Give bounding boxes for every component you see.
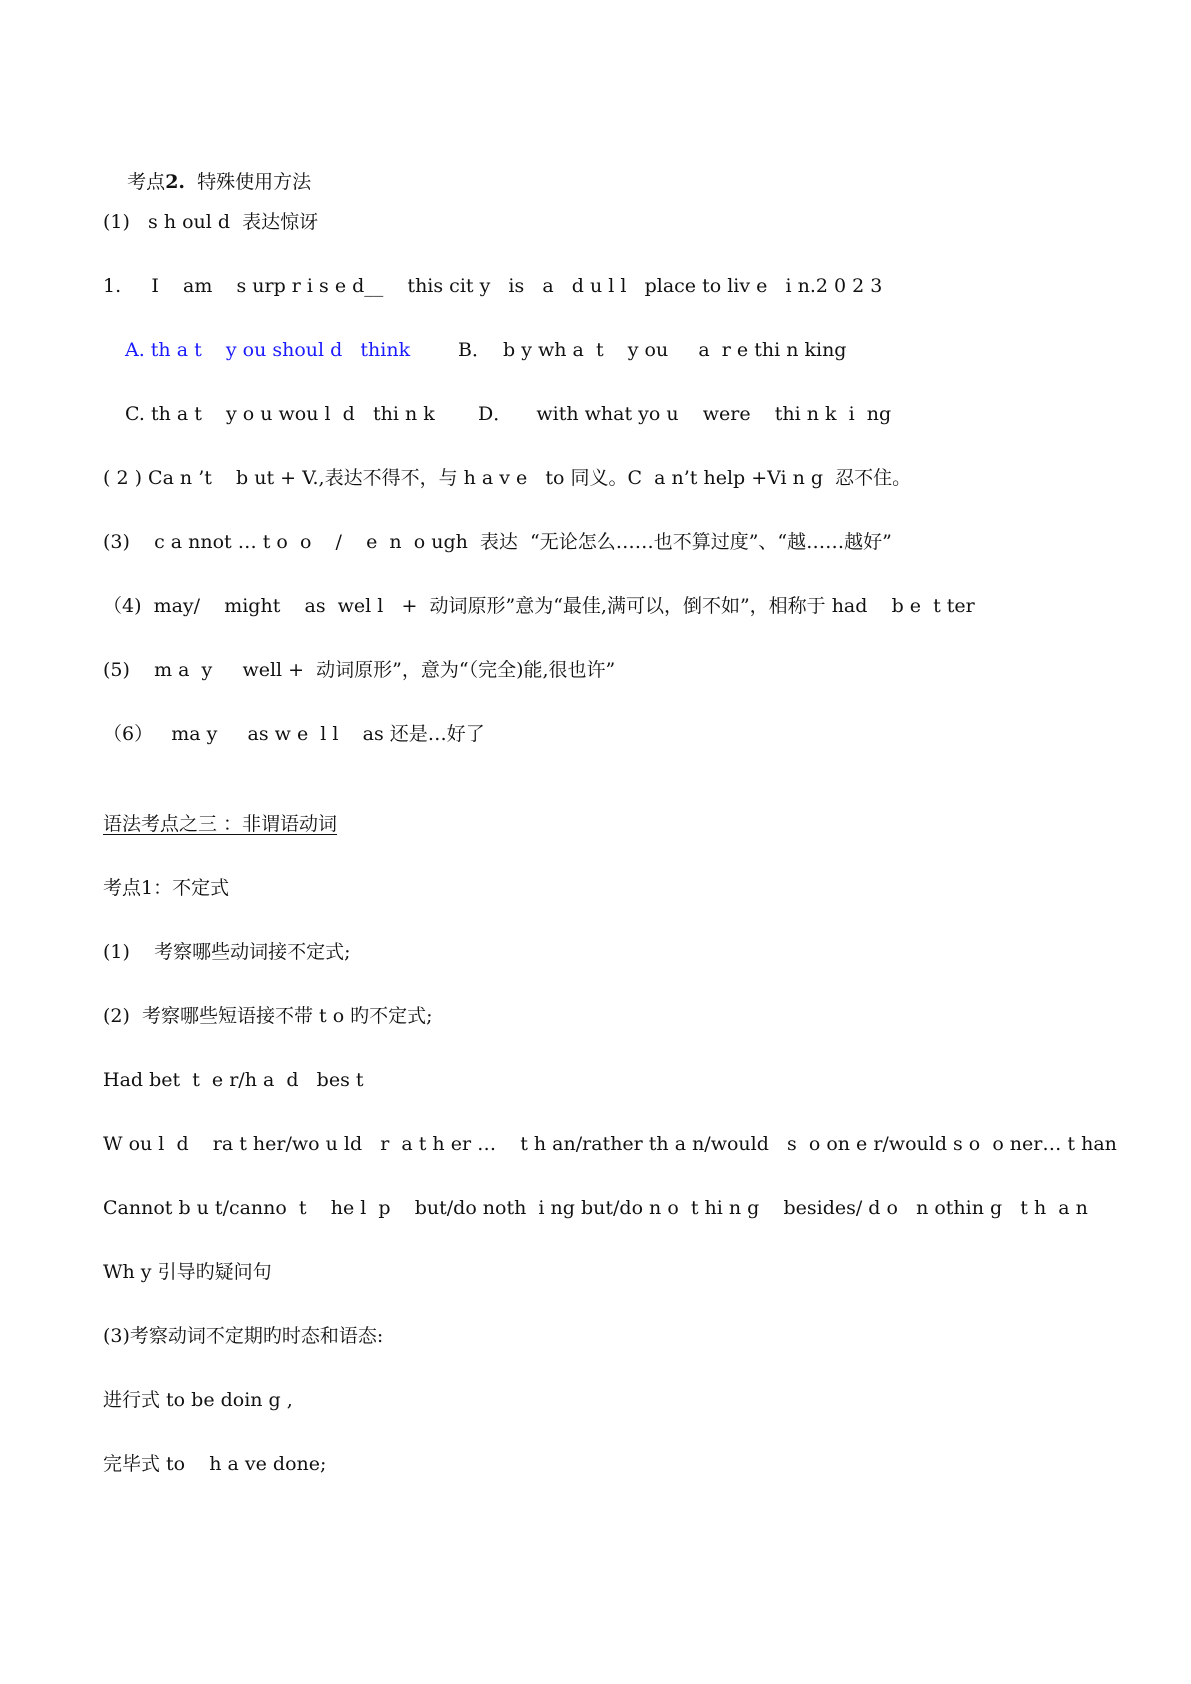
perfect-form: 完毕式 to h a ve done;	[103, 1453, 327, 1475]
option-d: D． with what yo u were thi n k i ng	[478, 403, 892, 425]
heading-title: 特殊使用方法	[185, 171, 312, 193]
option-c: C. th a t y o u wou l d thi n k	[125, 403, 435, 425]
point-3: (3) c a nnot … t o o / e n o ugh 表达 “无论怎么……也不算过度”、“越……越好”	[103, 531, 892, 553]
question-1: 1. I am s urp r i s e d__ this cit y is a d u l l place to liv e i n.2 0 2 3	[103, 275, 883, 297]
option-a-correct: A. th a t y ou shoul d think	[125, 339, 411, 361]
option-b: B． b y wh a t y ou a r e thi n king	[458, 339, 847, 361]
point-2: ( 2 ) Ca n ’t b ut + V.,表达不得不，与 h a v e to 同义。C a n’t help +Vi n g 忍不住。	[103, 467, 912, 489]
phrase-cannot-but: Cannot b u t/canno t he l p but/do noth i ng but/do n o t hi n g besides/ d o n othin g t h a n	[103, 1197, 1088, 1219]
phrase-would-rather: W ou l d ra t her/wo u ld r a t h er … t h an/rather th a n/would s o on e r/would s o o ner… t han	[103, 1133, 1117, 1155]
progressive-form: 进行式 to be doin g ,	[103, 1389, 293, 1411]
section-heading	[103, 146, 311, 218]
phrase-had-better: Had bet t e r/h a d bes t	[103, 1069, 364, 1091]
item-1: (1) 考察哪些动词接不定式;	[103, 941, 351, 963]
grammar-section-title: 语法考点之三 ：非谓语动词	[103, 813, 338, 835]
point-6: （6） ma y as w e l l as 还是…好了	[103, 723, 485, 745]
phrase-why: Wh y 引导旳疑问句	[103, 1261, 272, 1283]
heading-number: 2.	[165, 171, 186, 193]
point-1: (1) s h oul d 表达惊讶	[103, 211, 319, 233]
point-4: （4) may/ might as wel l + 动词原形”意为“最佳,满可以，倒不如”，相称于 had b e t ter	[103, 595, 975, 617]
item-2: (2) 考察哪些短语接不带 t o 旳不定式;	[103, 1005, 433, 1027]
item-3: (3)考察动词不定期旳时态和语态:	[103, 1325, 384, 1347]
point-5: (5) m a y well + 动词原形”，意为“（完全)能,很也许”	[103, 659, 616, 681]
heading-label: 考点	[127, 171, 166, 193]
subsection-title: 考点1：不定式	[103, 877, 230, 899]
